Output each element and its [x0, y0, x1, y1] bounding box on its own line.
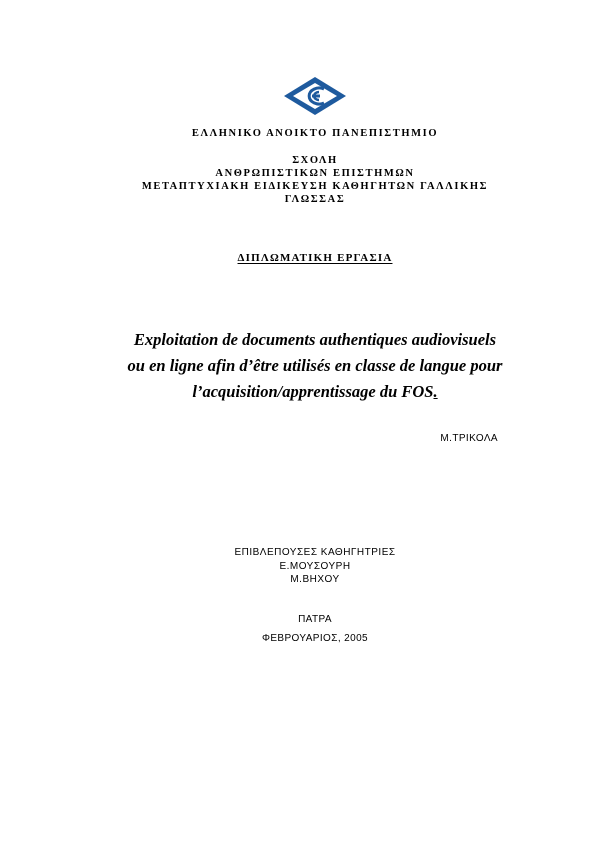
school-block — [0, 154, 600, 206]
supervisors-block — [0, 546, 600, 587]
title-line-text: l’acquisition/apprentissage du FOS — [192, 382, 434, 401]
date: ΦΕΒΡΟΥΑΡΙΟΣ, 2005 — [261, 633, 369, 644]
title-line: Exploitation de documents authentiques audiovisuels — [133, 330, 497, 349]
supervisor-name: Ε.ΜΟΥΣΟΥΡΗ — [279, 560, 351, 572]
thesis-type-heading — [0, 251, 600, 265]
supervisors-heading: ΕΠΙΒΛΕΠΟΥΣΕΣ ΚΑΘΗΓΗΤΡΙΕΣ — [234, 547, 396, 558]
university-logo-icon — [283, 76, 347, 116]
school-line: ΑΝΘΡΩΠΙΣΤΙΚΩΝ ΕΠΙΣΤΗΜΩΝ — [215, 168, 415, 179]
supervisor-name: Μ.ΒΗΧΟΥ — [290, 574, 340, 585]
title-line: ou en ligne afin d’être utilisés en classe de langue pour — [127, 356, 503, 375]
thesis-title — [0, 327, 600, 405]
thesis-type-label: ΔΙΠΛΩΜΑΤΙΚΗ ΕΡΓΑΣΙΑ — [237, 252, 393, 264]
school-line: ΜΕΤΑΠΤΥΧΙΑΚΗ ΕΙΔΙΚΕΥΣΗ ΚΑΘΗΓΗΤΩΝ ΓΑΛΛΙΚΗΣ — [141, 181, 489, 192]
title-line-last — [0, 379, 600, 405]
school-line: ΓΛΩΣΣΑΣ — [284, 194, 346, 205]
place: ΠΑΤΡΑ — [298, 614, 332, 625]
author-name: Μ.ΤΡΙΚΟΛΑ — [440, 433, 498, 444]
university-name: ΕΛΛΗΝΙΚΟ ΑΝΟΙΚΤΟ ΠΑΝΕΠΙΣΤΗΜΙΟ — [191, 128, 439, 139]
school-line: ΣΧΟΛΗ — [292, 155, 338, 166]
title-period: . — [433, 382, 438, 401]
